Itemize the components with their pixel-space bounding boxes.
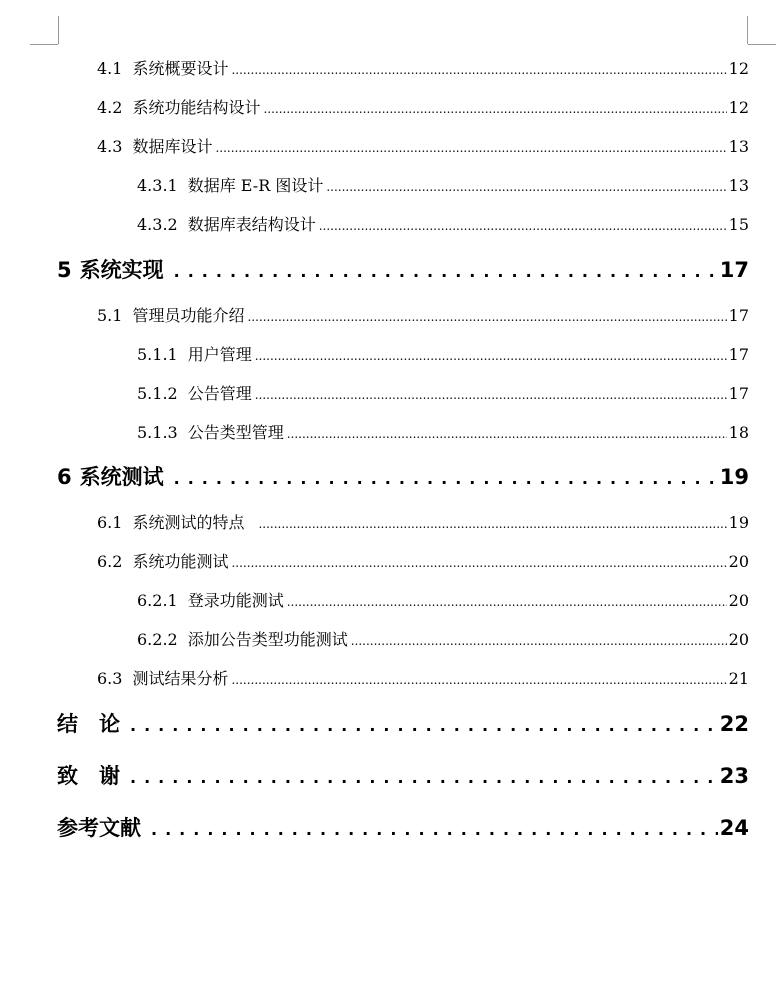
toc-page-number: 24 <box>719 816 749 840</box>
toc-leader <box>231 556 726 570</box>
toc-title: 参考文献 <box>57 816 141 840</box>
toc-chapter-entry[interactable] <box>57 708 749 738</box>
toc-title: 管理员功能介绍 <box>132 306 245 325</box>
toc-leader <box>287 427 727 441</box>
toc-entry[interactable] <box>137 173 749 196</box>
crop-mark-left-horizontal <box>30 44 58 45</box>
toc-title: 数据库设计 <box>132 137 213 156</box>
toc-entry[interactable] <box>97 510 749 533</box>
toc-number: 5 <box>57 258 72 282</box>
toc-leader <box>263 102 726 116</box>
toc-entry[interactable] <box>137 627 749 650</box>
toc-entry[interactable] <box>97 95 749 118</box>
toc-number: 5.1.2 <box>137 384 178 403</box>
toc-leader <box>258 517 726 531</box>
crop-mark-left <box>58 16 59 44</box>
toc-entry[interactable] <box>137 381 749 404</box>
toc-leader <box>287 595 727 609</box>
toc-title: 系统实现 <box>79 258 164 282</box>
toc-entry[interactable] <box>137 212 749 235</box>
toc-title: 登录功能测试 <box>187 591 284 610</box>
toc-title: 系统功能测试 <box>132 552 229 571</box>
toc-page-number: 18 <box>728 423 749 442</box>
toc-title: 系统测试的特点 <box>132 513 245 532</box>
toc-title: 致 谢 <box>57 764 120 788</box>
toc-leader <box>319 219 727 233</box>
toc-chapter-entry[interactable] <box>57 760 749 790</box>
crop-mark-right <box>747 16 748 44</box>
toc-title: 数据库 E-R 图设计 <box>187 176 324 195</box>
crop-mark-right-horizontal <box>748 44 776 45</box>
toc-leader <box>231 63 726 77</box>
toc-entry[interactable] <box>137 420 749 443</box>
toc-page-number: 17 <box>728 384 749 403</box>
toc-title: 系统功能结构设计 <box>132 98 261 117</box>
toc-title: 测试结果分析 <box>132 669 229 688</box>
toc-title: 添加公告类型功能测试 <box>187 630 348 649</box>
toc-leader <box>351 634 727 648</box>
toc-page-number: 15 <box>728 215 749 234</box>
toc-entry[interactable] <box>97 134 749 157</box>
toc-title: 系统概要设计 <box>132 59 229 78</box>
toc-entry[interactable] <box>97 303 749 326</box>
toc-entry[interactable] <box>137 588 749 611</box>
toc-page-number: 22 <box>719 712 749 736</box>
toc-page-number: 19 <box>728 513 749 532</box>
toc-title: 公告管理 <box>187 384 252 403</box>
toc-leader <box>130 716 718 735</box>
toc-leader <box>247 310 726 324</box>
toc-title: 系统测试 <box>79 465 164 489</box>
toc-chapter-entry[interactable] <box>57 254 749 284</box>
toc-page-number: 17 <box>719 258 749 282</box>
toc-page-number: 17 <box>728 306 749 325</box>
toc-title: 用户管理 <box>187 345 252 364</box>
toc-number: 4.3 <box>97 137 123 156</box>
toc-number: 5.1.1 <box>137 345 178 364</box>
toc-number: 6.2.1 <box>137 591 178 610</box>
toc-number: 5.1.3 <box>137 423 178 442</box>
toc-leader <box>231 673 726 687</box>
toc-entry[interactable] <box>97 549 749 572</box>
toc-number: 6.2 <box>97 552 123 571</box>
toc-leader <box>174 262 718 281</box>
toc-number: 4.2 <box>97 98 123 117</box>
toc-number: 4.3.1 <box>137 176 178 195</box>
toc-chapter-entry[interactable] <box>57 461 749 491</box>
toc-page-number: 17 <box>728 345 749 364</box>
toc-entry[interactable] <box>137 342 749 365</box>
toc-number: 5.1 <box>97 306 123 325</box>
toc-entry[interactable] <box>97 666 749 689</box>
toc-number: 6.1 <box>97 513 123 532</box>
toc-leader <box>151 820 718 839</box>
toc-leader <box>326 180 726 194</box>
toc-leader <box>215 141 726 155</box>
toc-entry[interactable] <box>97 56 749 79</box>
toc-page-number: 13 <box>728 137 749 156</box>
toc-number: 6.2.2 <box>137 630 178 649</box>
toc-number: 6.3 <box>97 669 123 688</box>
toc-page-number: 13 <box>728 176 749 195</box>
toc-chapter-entry[interactable] <box>57 812 749 842</box>
toc-page-number: 19 <box>719 465 749 489</box>
toc-leader <box>174 469 718 488</box>
toc-leader <box>255 349 727 363</box>
toc-leader <box>255 388 727 402</box>
toc-title: 结 论 <box>57 712 120 736</box>
toc-page-number: 20 <box>728 630 749 649</box>
toc-title: 公告类型管理 <box>187 423 284 442</box>
toc-page-number: 20 <box>728 552 749 571</box>
toc-page-number: 12 <box>728 59 749 78</box>
toc-title: 数据库表结构设计 <box>187 215 316 234</box>
toc-leader <box>130 768 718 787</box>
toc-page-number: 20 <box>728 591 749 610</box>
toc-number: 6 <box>57 465 72 489</box>
toc-number: 4.3.2 <box>137 215 178 234</box>
toc-page-number: 12 <box>728 98 749 117</box>
toc-page-number: 21 <box>728 669 749 688</box>
toc-page-number: 23 <box>719 764 749 788</box>
toc-number: 4.1 <box>97 59 123 78</box>
